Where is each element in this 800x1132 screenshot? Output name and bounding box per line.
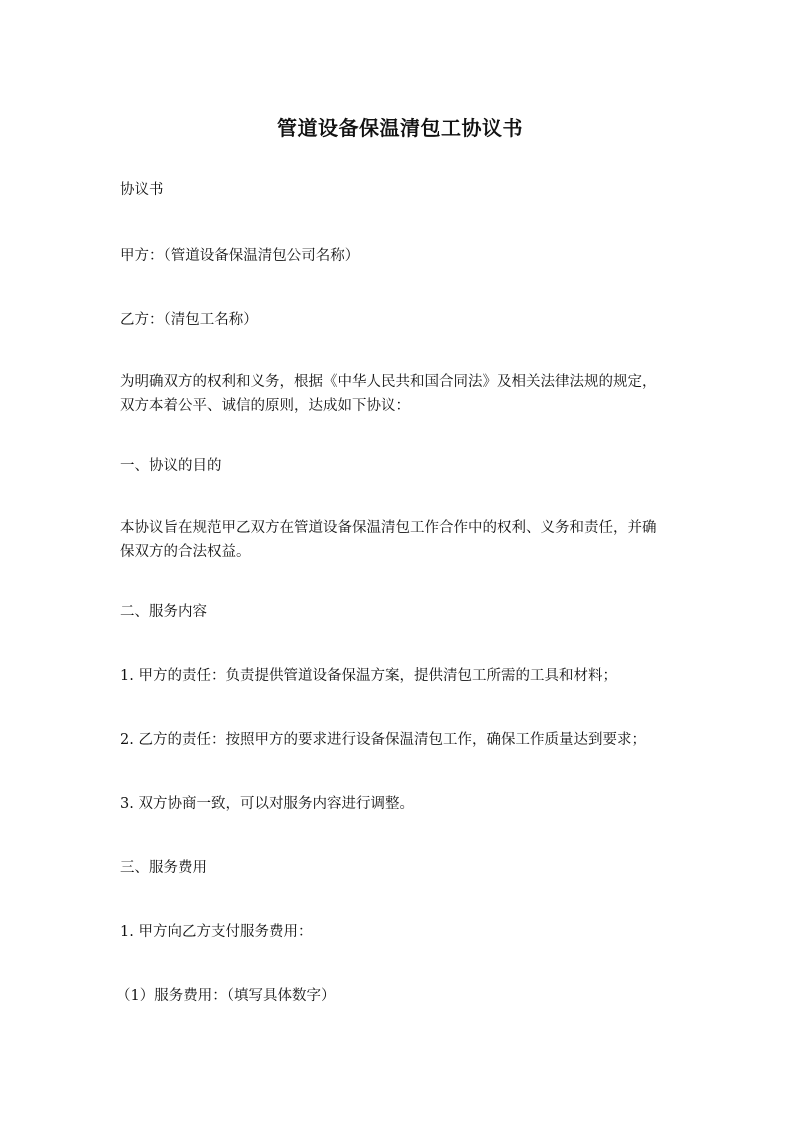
section-3-sub-item-1: （1）服务费用：（填写具体数字） [116, 988, 336, 1004]
section-3-item-1: 1. 甲方向乙方支付服务费用： [120, 924, 313, 940]
intro-paragraph [120, 370, 680, 418]
agreement-heading: 协议书 [120, 182, 164, 198]
section-2-item-3: 3. 双方协商一致，可以对服务内容进行调整。 [120, 796, 414, 812]
party-b-line: 乙方：（清包工名称） [120, 312, 258, 328]
section-1-line-1: 本协议旨在规范甲乙双方在管道设备保温清包工作合作中的权利、义务和责任，并确 [120, 520, 657, 536]
section-2-heading: 二、服务内容 [120, 604, 207, 620]
party-a-line: 甲方：（管道设备保温清包公司名称） [120, 248, 360, 264]
document-title: 管道设备保温清包工协议书 [277, 116, 523, 140]
section-1-line-2: 保双方的合法权益。 [120, 544, 251, 560]
section-2-item-1: 1. 甲方的责任：负责提供管道设备保温方案，提供清包工所需的工具和材料； [120, 668, 617, 684]
intro-line-1: 为明确双方的权利和义务，根据《中华人民共和国合同法》及相关法律法规的规定， [120, 374, 657, 390]
intro-line-2: 双方本着公平、诚信的原则，达成如下协议： [120, 398, 410, 414]
section-1-paragraph [120, 516, 680, 564]
section-2-item-2: 2. 乙方的责任：按照甲方的要求进行设备保温清包工作，确保工作质量达到要求； [120, 732, 646, 748]
section-1-heading: 一、协议的目的 [120, 458, 222, 474]
section-3-heading: 三、服务费用 [120, 860, 207, 876]
